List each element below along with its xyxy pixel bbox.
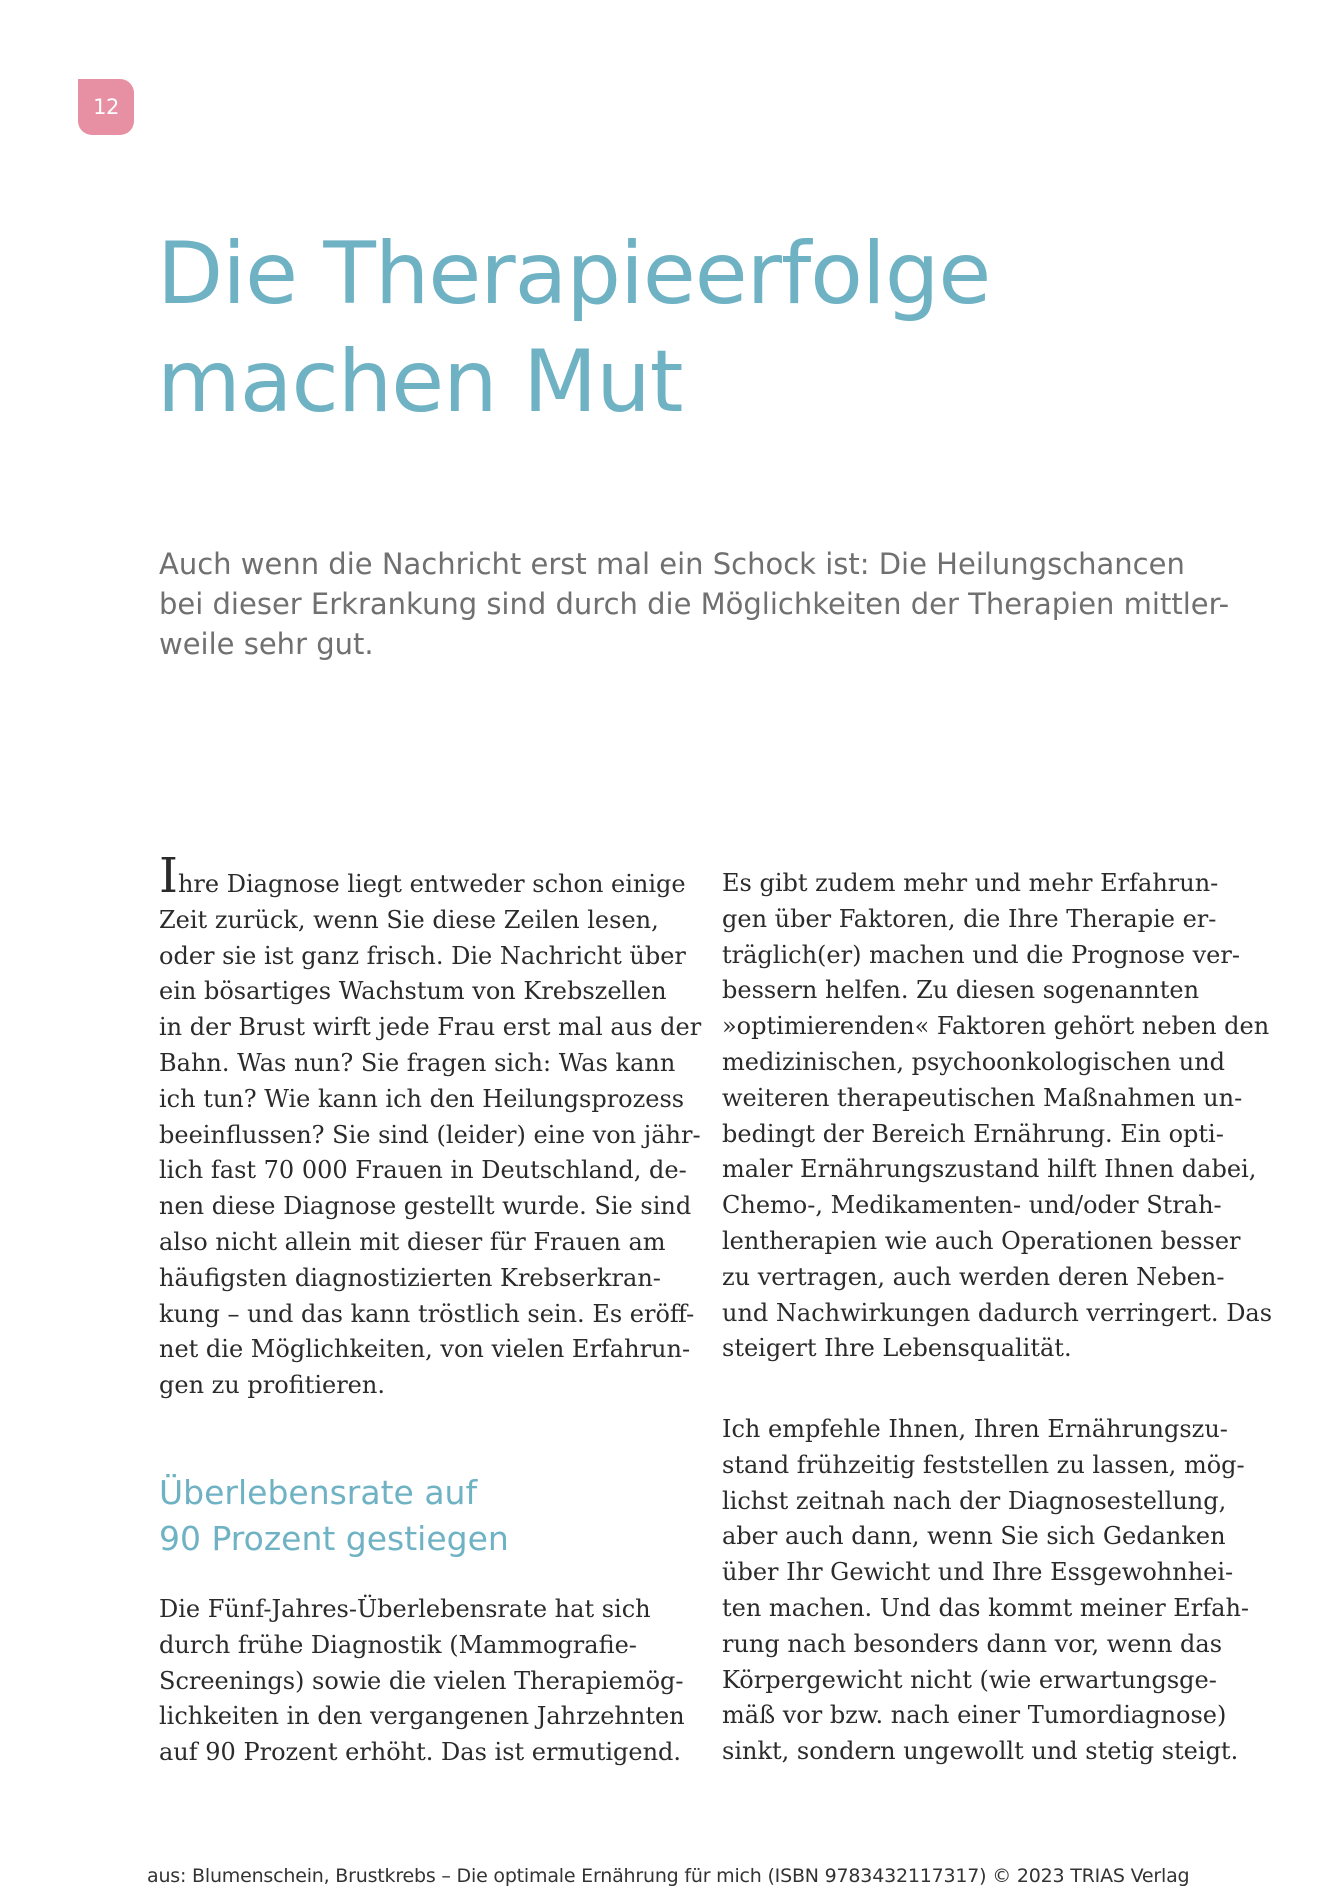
lead-line: weile sehr gut. — [159, 627, 374, 661]
text-line: träglich(er) machen und die Prognose ver- — [722, 940, 1240, 969]
left-column-intro — [159, 848, 702, 1404]
text-line: medizinischen, psychoonkologischen und — [722, 1047, 1226, 1076]
text-line: auf 90 Prozent erhöht. Das ist ermutigend. — [159, 1738, 682, 1767]
text-line: gen zu profitieren. — [159, 1371, 385, 1400]
text-line: durch frühe Diagnostik (Mammografie- — [159, 1630, 637, 1659]
section-subheading — [159, 1470, 509, 1562]
text-line: gen über Faktoren, die Ihre Therapie er- — [722, 904, 1217, 933]
text-line: bedingt der Bereich Ernährung. Ein opti- — [722, 1119, 1224, 1148]
text-line: Screenings) sowie die vielen Therapiemög- — [159, 1666, 684, 1695]
text-line: lichst zeitnah nach der Diagnosestellung, — [722, 1486, 1227, 1515]
text-line: ich tun? Wie kann ich den Heilungsprozess — [159, 1084, 685, 1113]
text-line: Es gibt zudem mehr und mehr Erfahrun- — [722, 869, 1219, 897]
text-line: net die Möglichkeiten, von vielen Erfahrun- — [159, 1335, 691, 1364]
text-line: rung nach besonders dann vor, wenn das — [722, 1629, 1223, 1658]
text-line: Bahn. Was nun? Sie fragen sich: Was kann — [159, 1048, 676, 1077]
page-title — [157, 220, 990, 436]
text-line: in der Brust wirft jede Frau erst mal aus der — [159, 1013, 702, 1042]
text-line: stand frühzeitig feststellen zu lassen, mög- — [722, 1450, 1245, 1479]
text-line: ein bösartiges Wachstum von Krebszellen — [159, 977, 667, 1006]
text-line: also nicht allein mit dieser für Frauen am — [159, 1227, 666, 1256]
text-line: Körpergewicht nicht (wie erwartungsge- — [722, 1665, 1217, 1694]
subheading-line-1: Überlebensrate auf — [159, 1473, 478, 1512]
drop-cap: I — [159, 848, 178, 904]
text-line: sinkt, sondern ungewollt und stetig steigt. — [722, 1737, 1239, 1766]
title-line-2: machen Mut — [157, 332, 683, 432]
text-line: bessern helfen. Zu diesen sogenannten — [722, 976, 1200, 1005]
text-line: »optimierenden« Faktoren gehört neben den — [722, 1012, 1270, 1041]
subheading-line-2: 90 Prozent gestiegen — [159, 1519, 509, 1558]
text-line: oder sie ist ganz frisch. Die Nachricht über — [159, 941, 686, 970]
text-line: Ich empfehle Ihnen, Ihren Ernährungszu- — [722, 1415, 1228, 1443]
text-line: maler Ernährungszustand hilft Ihnen dabei, — [722, 1155, 1257, 1184]
text-line: Ihre Diagnose liegt entweder schon einige — [159, 848, 686, 904]
text-line: nen diese Diagnose gestellt wurde. Sie sind — [159, 1192, 692, 1221]
text-line: ten machen. Und das kommt meiner Erfah- — [722, 1593, 1250, 1622]
text-line: mäß vor bzw. nach einer Tumordiagnose) — [722, 1701, 1227, 1730]
text-line: aber auch dann, wenn Sie sich Gedanken — [722, 1522, 1226, 1551]
text-line: weiteren therapeutischen Maßnahmen un- — [722, 1083, 1243, 1112]
lead-line: Auch wenn die Nachricht erst mal ein Schock ist: Die Heilungschancen — [159, 547, 1185, 581]
text-line: Zeit zurück, wenn Sie diese Zeilen lesen, — [159, 905, 659, 934]
text-line: häufigsten diagnostizierten Krebserkran- — [159, 1263, 661, 1292]
lead-paragraph — [159, 544, 1239, 664]
text-line: Chemo-, Medikamenten- und/oder Strah- — [722, 1191, 1222, 1220]
text-line: steigert Ihre Lebensqualität. — [722, 1334, 1072, 1363]
text-line: lich fast 70 000 Frauen in Deutschland, de- — [159, 1156, 687, 1185]
right-column-factors — [722, 866, 1272, 1367]
lead-line: bei dieser Erkrankung sind durch die Möglichkeiten der Therapien mittler- — [159, 587, 1230, 621]
source-footer: aus: Blumenschein, Brustkrebs – Die optimale Ernährung für mich (ISBN 9783432117317) © 2023 TRIAS Verlag — [147, 1865, 1190, 1887]
title-line-1: Die Therapieerfolge — [157, 224, 991, 324]
text-line: lentherapien wie auch Operationen besser — [722, 1226, 1241, 1255]
text-line: kung – und das kann tröstlich sein. Es eröff- — [159, 1299, 695, 1328]
page-number-badge: 12 — [78, 79, 134, 135]
text-line: lichkeiten in den vergangenen Jahrzehnten — [159, 1702, 685, 1731]
text-line: über Ihr Gewicht und Ihre Essgewohnhei- — [722, 1558, 1234, 1587]
text-line: Die Fünf-Jahres-Überlebensrate hat sich — [159, 1595, 651, 1623]
text-line: zu vertragen, auch werden deren Neben- — [722, 1262, 1225, 1291]
right-column-recommendation-paragraph — [722, 1412, 1249, 1770]
left-column-survival-paragraph — [159, 1592, 685, 1771]
text-line: beeinflussen? Sie sind (leider) eine von jähr- — [159, 1120, 701, 1149]
text-line: und Nachwirkungen dadurch verringert. Das — [722, 1298, 1273, 1327]
